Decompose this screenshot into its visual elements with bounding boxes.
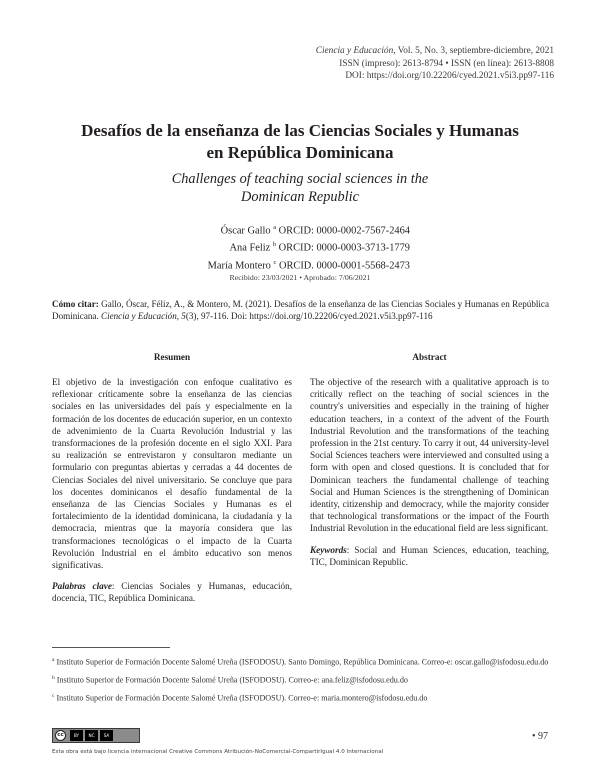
license-text: Esta obra está bajo licencia internacional Creative Commons Atribución-NoComercial-CompartirIgual 4.0 Internacional	[52, 749, 384, 755]
abstract-body: The objective of the research with a qualitative approach is to critically reflect on the teaching of social sciences in the country's universities and especially in the training of higher education teachers, in a context of the advent of the Fourth Industrial Revolution and the transformations of the teaching profession in the 21st century. To carry it out, 44 university-level Social Sciences teachers were interviewed and consulted using a form with open and closed questions. It is concluded that for Dominican teachers the fundamental challenge of teaching Social and Human Sciences is the strengthening of Dominican identity, citizenship and democracy, while the majority consider that technological transformations or the impact of the Fourth Industrial Revolution in the educational field are less significant.	[310, 377, 549, 534]
how-to-cite: Cómo citar: Gallo, Óscar, Féliz, A., & Montero, M. (2021). Desafíos de la enseñanza de las Ciencias Sociales y Humanas en República Dominicana. Ciencia y Educación, 5(3), 97-116. Doi: https://doi.org/10.22206/cyed.2021.v5i3.pp97-116	[52, 299, 549, 321]
title-line: en República Dominicana	[206, 143, 394, 162]
resumen-heading: Resumen	[153, 352, 191, 362]
orcid[interactable]: ORCID: 0000-0002-7567-2464	[276, 225, 410, 237]
footnote: $^a$ Instituto Superior de Formación Docente Salomé Ureña (ISFODOSU). Santo Domingo, República Dominicana. Correo-e: oscar.gallo@isfodosu.edu.do	[52, 657, 549, 667]
keywords: Keywords: Social and Human Sciences, education, teaching, TIC, Dominican Republic.	[310, 544, 549, 567]
cc-icon: cc	[55, 730, 66, 741]
subtitle-line: Dominican Republic	[241, 189, 359, 205]
abstract-column	[310, 376, 549, 568]
journal-issue: Vol. 5, No. 3, septiembre-diciembre, 2021	[395, 46, 554, 56]
issn: ISSN (impreso): 2613-8794 • ISSN (en línea): 2613-8808	[339, 58, 554, 69]
footnotes	[52, 655, 549, 710]
cc-by-icon: BY	[70, 730, 83, 741]
journal-name: Ciencia y Educación,	[315, 46, 396, 56]
author: María Montero $^c$ ORCID. 0000-0001-5568-2473	[207, 258, 410, 272]
paper-title	[40, 120, 560, 164]
footnote-divider	[52, 647, 170, 648]
abstract-heading: Abstract	[412, 352, 447, 362]
author: Óscar Gallo $^a$ ORCID: 0000-0002-7567-2464	[220, 224, 410, 237]
paper-subtitle	[40, 170, 560, 206]
cite-label: Cómo citar:	[52, 299, 99, 309]
footnote: $^b$ Instituto Superior de Formación Docente Salomé Ureña (ISFODOSU). Correo-e: ana.feliz@isfodosu.edu.do	[52, 675, 408, 685]
cc-nc-icon: NC	[85, 730, 98, 741]
resumen-body: El objetivo de la investigación con enfoque cualitativo es reflexionar críticamente sobre la enseñanza de las ciencias sociales en las universidades del país y especialmente en la formación de los docentes de educación superior, en un contexto de advenimiento de la Cuarta Revolución Industrial y las transformaciones de la profesión docente en el siglo XXI. Para su realización se entrevistaron y consultaron mediante un formulario con preguntas abiertas y cerradas a 44 docentes de Ciencias Sociales del nivel universitario. Se concluye que para los docentes dominicanos el desafío fundamental de la enseñanza de las Ciencias Sociales y Humanas es el fortalecimiento de la identidad dominicana, la ciudadanía y la democracia, mientras que la mayoría considera que las transformaciones tecnológicas o el impacto de la Cuarta Revolución Industrial en el ámbito educativo son menos significativas.	[52, 377, 292, 571]
palabras-clave: Palabras clave: Ciencias Sociales y Humanas, educación, docencia, TIC, República Dominicana.	[52, 581, 292, 604]
footnote: $^c$ Instituto Superior de Formación Docente Salomé Ureña (ISFODOSU). Correo-e: maria.montero@isfodosu.edu.do	[52, 693, 428, 704]
creative-commons-badge[interactable]	[52, 728, 140, 743]
author-list	[208, 221, 410, 273]
doi[interactable]: DOI: https://doi.org/10.22206/cyed.2021.v5i3.pp97-116	[345, 71, 554, 81]
journal-header	[316, 45, 554, 83]
title-line: Desafíos de la enseñanza de las Ciencias Sociales y Humanas	[81, 121, 519, 140]
received-approved-dates: Recibido: 23/03/2021 • Aprobado: 7/06/2021	[229, 273, 371, 282]
resumen-column	[52, 376, 292, 605]
author: Ana Feliz $^b$ ORCID: 0000-0003-3713-1779	[229, 241, 410, 254]
page-number: • 97	[531, 731, 548, 742]
subtitle-line: Challenges of teaching social sciences in the	[171, 171, 429, 187]
orcid[interactable]: ORCID: 0000-0003-3713-1779	[276, 242, 410, 254]
cc-sa-icon: SA	[100, 730, 113, 741]
orcid[interactable]: ORCID. 0000-0001-5568-2473	[276, 260, 410, 272]
